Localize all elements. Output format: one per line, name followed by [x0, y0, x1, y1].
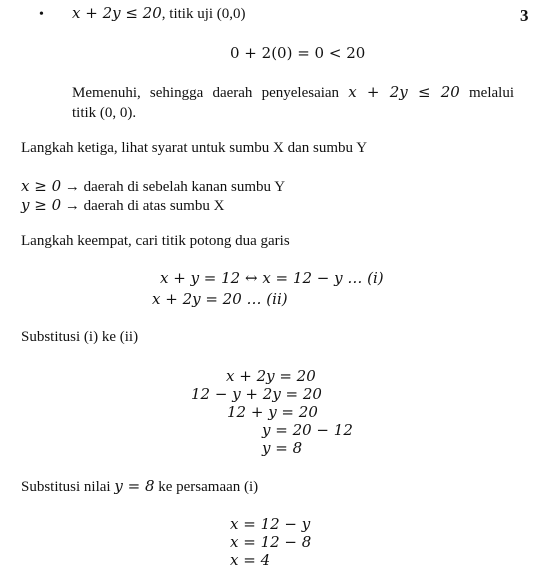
sub1-step-3: 12 + y = 20 — [227, 403, 318, 421]
sub1-step-5: y = 8 — [262, 439, 303, 457]
sub2-step-3: x = 4 — [230, 551, 271, 569]
bullet-inequality: x + 2y ≤ 20 — [72, 4, 162, 22]
test-equation: 0 + 2(0) = 0 < 20 — [230, 44, 366, 62]
conclusion-paragraph — [72, 82, 514, 123]
page-number: 3 — [520, 6, 529, 25]
conclusion-line-1: Memenuhi, sehingga daerah penyelesaian x + 2y ≤ 20 melalui — [72, 83, 515, 101]
bullet-marker: • — [39, 7, 44, 22]
sub1-step-1: x + 2y = 20 — [226, 367, 316, 385]
conclusion-line-2: titik (0, 0). — [72, 105, 137, 121]
sub2-step-2: x = 12 − 8 — [230, 533, 312, 551]
condition-x: x ≥ 0 → daerah di sebelah kanan sumbu Y — [21, 177, 286, 195]
condition-y: y ≥ 0 → daerah di atas sumbu X — [21, 196, 225, 214]
sub1-step-4: y = 20 − 12 — [262, 421, 353, 439]
bullet-test-point: , titik uji (0,0) — [161, 6, 246, 22]
sub1-step-2: 12 − y + 2y = 20 — [191, 385, 322, 403]
bullet-item — [72, 4, 246, 23]
step3-heading: Langkah ketiga, lihat syarat untuk sumbu X dan sumbu Y — [21, 140, 368, 156]
step4-heading: Langkah keempat, cari titik potong dua garis — [21, 233, 290, 249]
equation-1: x + y = 12 ↔ x = 12 − y … (i) — [160, 269, 384, 287]
sub2-step-1: x = 12 − y — [230, 515, 311, 533]
substitution2-heading: Substitusi nilai y = 8 ke persamaan (i) — [21, 477, 259, 495]
equation-2: x + 2y = 20 … (ii) — [152, 290, 288, 308]
substitution1-heading: Substitusi (i) ke (ii) — [21, 329, 139, 345]
